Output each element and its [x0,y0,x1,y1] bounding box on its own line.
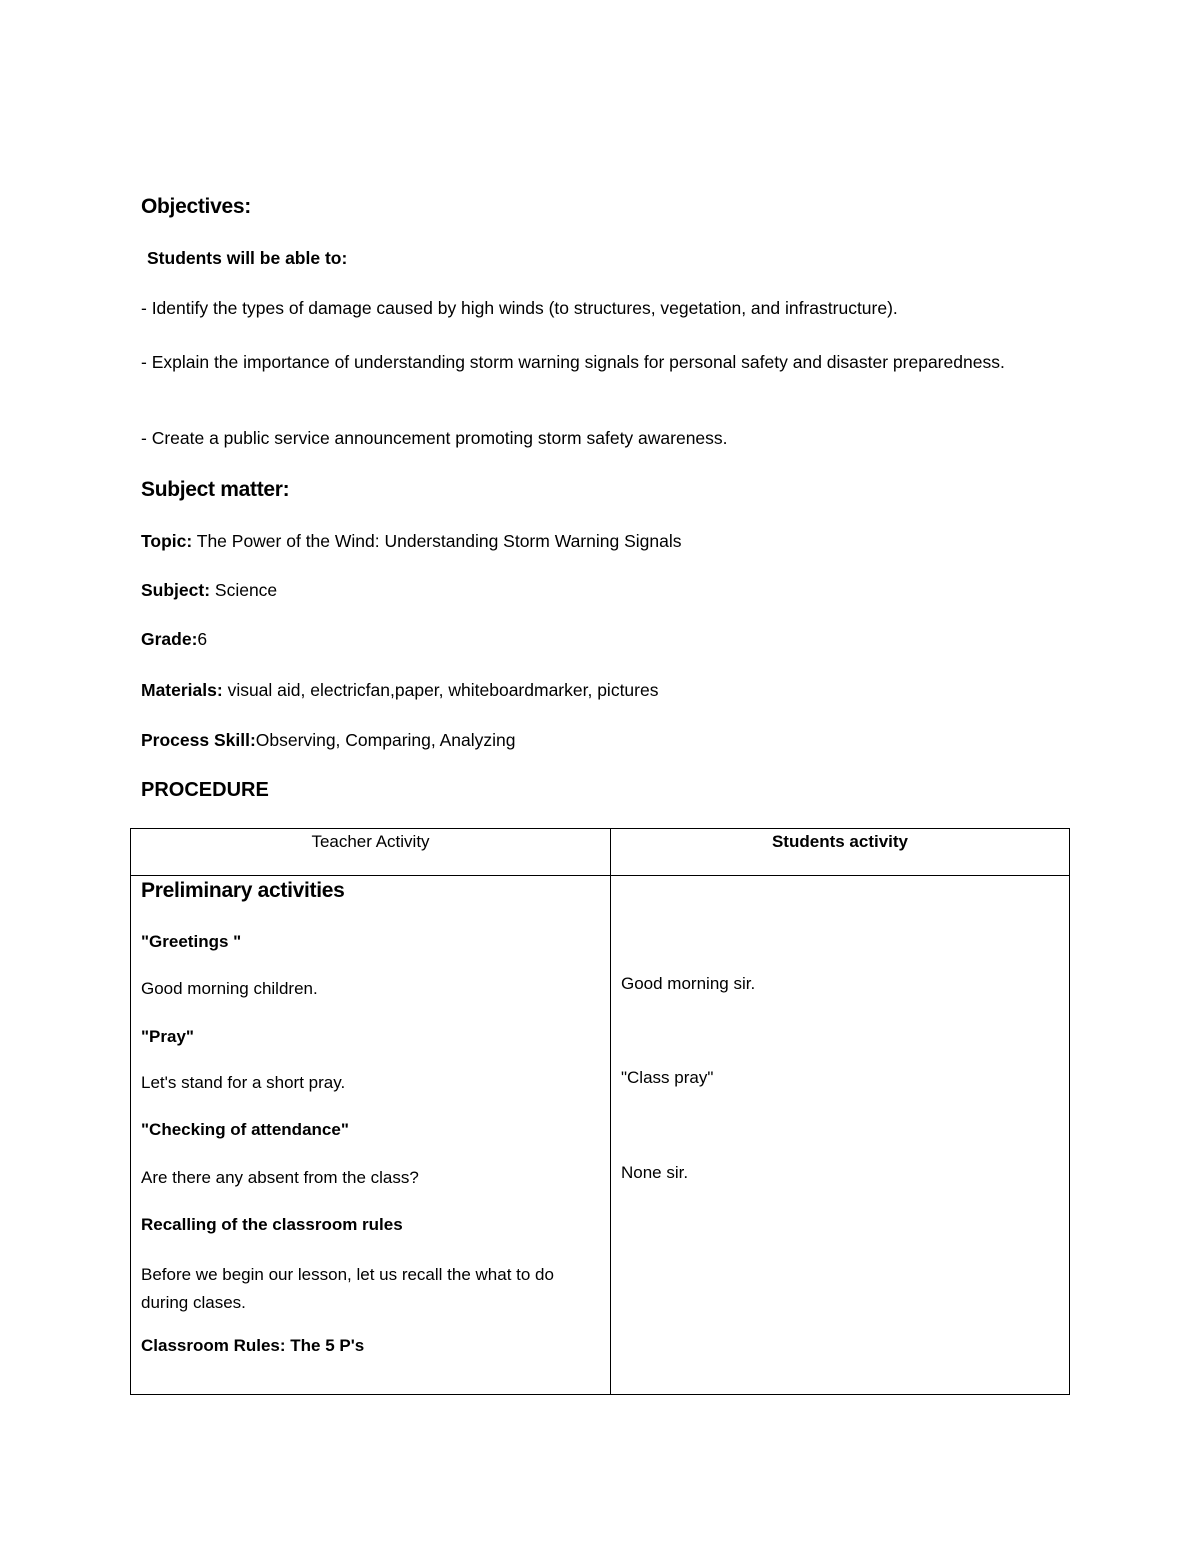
greetings-label: "Greetings " [141,932,242,951]
grade-label: Grade: [141,629,198,649]
rules-label: Recalling of the classroom rules [141,1215,403,1234]
header-divider [131,875,1069,876]
subject-value: Science [210,580,278,600]
pray-label: "Pray" [141,1027,194,1046]
materials-value: visual aid, electricfan,paper, whiteboardmarker, pictures [222,680,659,700]
materials-label: Materials: [141,680,223,700]
attendance-text: Are there any absent from the class? [141,1168,419,1187]
process-skill-label: Process Skill: [141,730,256,750]
procedure-table [130,828,1070,1395]
topic-label: Topic: [141,531,193,551]
process-skill-value: Observing, Comparing, Analyzing [255,730,516,750]
process-skill-line [141,730,516,751]
attendance-label: "Checking of attendance" [141,1120,349,1139]
objective-item-2: - Explain the importance of understanding storm warning signals for personal safety and disaster preparedness. [141,352,1005,372]
objective-item-1: - Identify the types of damage caused by high winds (to structures, vegetation, and infrastructure). [141,298,898,318]
attendance-reply: None sir. [621,1163,689,1182]
preliminary-activities-title: Preliminary activities [141,879,345,902]
pray-text: Let's stand for a short pray. [141,1073,346,1092]
procedure-heading: PROCEDURE [141,779,269,801]
topic-value: The Power of the Wind: Understanding Storm Warning Signals [192,531,682,551]
grade-line [141,629,207,650]
objectives-intro: Students will be able to: [147,248,348,268]
column-divider [610,829,611,1394]
subject-matter-heading: Subject matter: [141,478,290,501]
pray-reply: "Class pray" [621,1068,714,1087]
subject-line [141,580,277,601]
header-students-activity: Students activity [771,832,909,851]
objective-item-3: - Create a public service announcement promoting storm safety awareness. [141,428,728,448]
header-teacher-activity: Teacher Activity [311,832,430,851]
objectives-heading: Objectives: [141,195,251,218]
subject-label: Subject: [141,580,211,600]
rules-text: Before we begin our lesson, let us recall the what to do during clases. [141,1265,554,1312]
grade-value: 6 [197,629,208,649]
greetings-reply: Good morning sir. [621,974,756,993]
greetings-text: Good morning children. [141,979,318,998]
classroom-rules-title: Classroom Rules: The 5 P's [141,1336,365,1355]
topic-line [141,531,681,552]
materials-line [141,680,658,701]
